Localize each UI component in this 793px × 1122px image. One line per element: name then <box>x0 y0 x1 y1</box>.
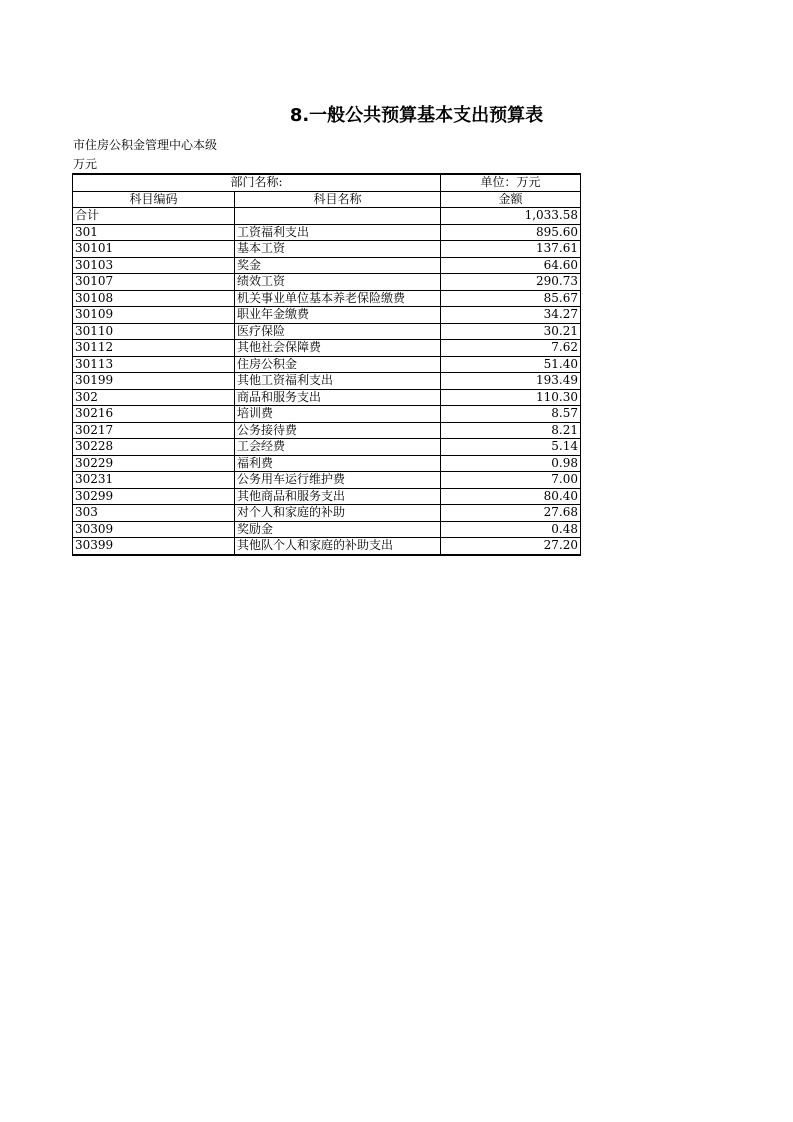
table-row <box>73 488 581 505</box>
amount-cell: 34.27 <box>441 307 581 324</box>
amount-cell: 8.21 <box>441 422 581 439</box>
subject-name-cell: 奖励金 <box>235 521 441 538</box>
amount-cell: 64.60 <box>441 257 581 274</box>
subject-code-cell: 30112 <box>73 340 235 357</box>
amount-cell: 137.61 <box>441 241 581 258</box>
subject-code-cell: 30228 <box>73 439 235 456</box>
amount-cell: 5.14 <box>441 439 581 456</box>
subject-name-cell: 对个人和家庭的补助 <box>235 505 441 522</box>
amount-cell: 85.67 <box>441 290 581 307</box>
col-header-name: 科目名称 <box>235 191 441 208</box>
amount-cell: 51.40 <box>441 356 581 373</box>
amount-cell: 7.00 <box>441 472 581 489</box>
subject-code-cell: 303 <box>73 505 235 522</box>
subject-code-cell: 30108 <box>73 290 235 307</box>
amount-cell: 80.40 <box>441 488 581 505</box>
table-row <box>73 521 581 538</box>
amount-cell: 110.30 <box>441 389 581 406</box>
table-row <box>73 373 581 390</box>
subject-name-cell: 商品和服务支出 <box>235 389 441 406</box>
table-row <box>73 389 581 406</box>
amount-cell: 1,033.58 <box>441 208 581 225</box>
amount-cell: 27.20 <box>441 538 581 555</box>
subject-code-cell: 合计 <box>73 208 235 225</box>
table-row <box>73 406 581 423</box>
table-row <box>73 455 581 472</box>
dept-name-header: 部门名称: <box>73 174 441 191</box>
table-row <box>73 208 581 225</box>
subject-name-cell: 培训费 <box>235 406 441 423</box>
table-row <box>73 274 581 291</box>
amount-cell: 290.73 <box>441 274 581 291</box>
subject-code-cell: 30229 <box>73 455 235 472</box>
subject-name-cell: 工会经费 <box>235 439 441 456</box>
budget-table <box>72 173 581 556</box>
subject-code-cell: 30399 <box>73 538 235 555</box>
subject-code-cell: 30299 <box>73 488 235 505</box>
subject-code-cell: 302 <box>73 389 235 406</box>
subject-code-cell: 30109 <box>73 307 235 324</box>
table-row <box>73 241 581 258</box>
subject-name-cell <box>235 208 441 225</box>
subject-name-cell: 其他队个人和家庭的补助支出 <box>235 538 441 555</box>
col-header-amount: 金额 <box>441 191 581 208</box>
subject-code-cell: 30103 <box>73 257 235 274</box>
table-row <box>73 290 581 307</box>
table-row <box>73 538 581 555</box>
amount-cell: 0.48 <box>441 521 581 538</box>
table-row <box>73 439 581 456</box>
subject-name-cell: 职业年金缴费 <box>235 307 441 324</box>
subject-name-cell: 住房公积金 <box>235 356 441 373</box>
subject-name-cell: 公务用车运行维护费 <box>235 472 441 489</box>
subject-name-cell: 其他商品和服务支出 <box>235 488 441 505</box>
amount-cell: 27.68 <box>441 505 581 522</box>
subject-name-cell: 基本工资 <box>235 241 441 258</box>
subject-code-cell: 30107 <box>73 274 235 291</box>
col-header-code: 科目编码 <box>73 191 235 208</box>
unit-header: 单位：万元 <box>441 174 581 191</box>
subject-name-cell: 其他工资福利支出 <box>235 373 441 390</box>
amount-cell: 30.21 <box>441 323 581 340</box>
subject-name-cell: 公务接待费 <box>235 422 441 439</box>
amount-cell: 7.62 <box>441 340 581 357</box>
table-row <box>73 224 581 241</box>
subject-code-cell: 30199 <box>73 373 235 390</box>
table-row <box>73 505 581 522</box>
subject-code-cell: 30110 <box>73 323 235 340</box>
organization-name: 市住房公积金管理中心本级 <box>73 138 218 152</box>
subject-code-cell: 30217 <box>73 422 235 439</box>
subject-name-cell: 绩效工资 <box>235 274 441 291</box>
table-header-row-1 <box>73 174 581 191</box>
page-title: 8.一般公共预算基本支出预算表 <box>289 105 544 126</box>
subject-code-cell: 30231 <box>73 472 235 489</box>
subject-code-cell: 301 <box>73 224 235 241</box>
amount-cell: 8.57 <box>441 406 581 423</box>
table-row <box>73 472 581 489</box>
subject-name-cell: 其他社会保障费 <box>235 340 441 357</box>
table-row <box>73 257 581 274</box>
table-row <box>73 307 581 324</box>
table-row <box>73 356 581 373</box>
subject-name-cell: 福利费 <box>235 455 441 472</box>
amount-cell: 895.60 <box>441 224 581 241</box>
subject-code-cell: 30101 <box>73 241 235 258</box>
subject-name-cell: 工资福利支出 <box>235 224 441 241</box>
unit-label-top: 万元 <box>73 157 98 171</box>
subject-name-cell: 医疗保险 <box>235 323 441 340</box>
subject-code-cell: 30216 <box>73 406 235 423</box>
table-header-row-2 <box>73 191 581 208</box>
amount-cell: 0.98 <box>441 455 581 472</box>
table-row <box>73 323 581 340</box>
subject-name-cell: 奖金 <box>235 257 441 274</box>
table-row <box>73 422 581 439</box>
subject-code-cell: 30113 <box>73 356 235 373</box>
subject-code-cell: 30309 <box>73 521 235 538</box>
subject-name-cell: 机关事业单位基本养老保险缴费 <box>235 290 441 307</box>
amount-cell: 193.49 <box>441 373 581 390</box>
table-row <box>73 340 581 357</box>
